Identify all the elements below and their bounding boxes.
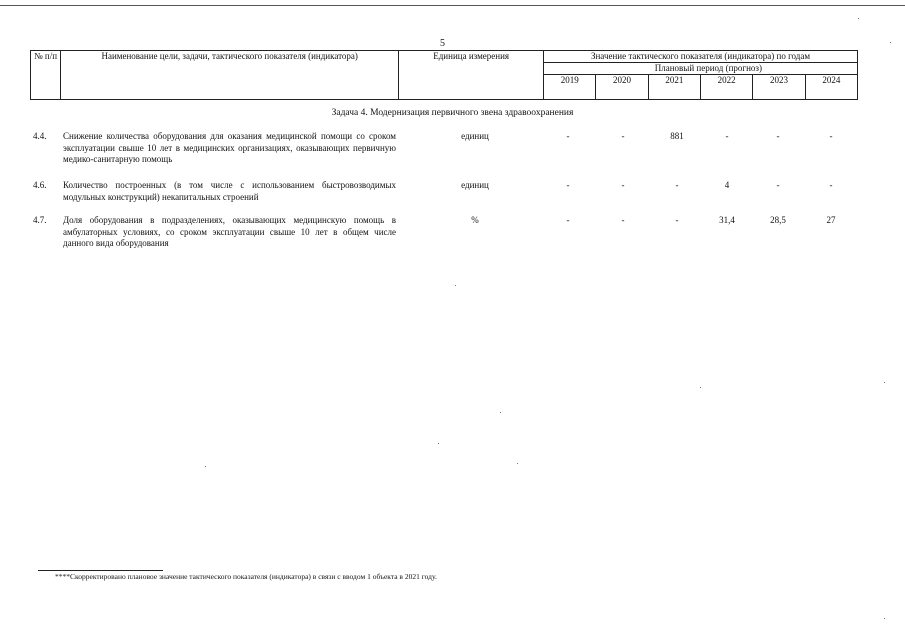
row-value-2024: 27 <box>826 215 836 225</box>
row-name: Количество построенных (в том числе с использованием быстровозводимых модульных конструкций) некапитальных строений <box>63 180 396 202</box>
scan-speck <box>890 42 891 43</box>
header-plan-label: Плановый период (прогноз) <box>654 63 762 73</box>
header-values-label: Значение тактического показателя (индикатора) по годам <box>590 51 811 61</box>
header-num-cell <box>31 51 61 100</box>
scan-speck <box>205 466 206 467</box>
scan-speck <box>517 463 518 464</box>
page-number: 5 <box>440 38 445 49</box>
scan-speck <box>438 443 439 444</box>
row-value-2024: - <box>829 131 833 141</box>
row-value-2021: - <box>675 180 679 190</box>
footnote-rule <box>38 570 163 571</box>
header-unit-cell <box>399 51 544 100</box>
row-value-2023: - <box>776 131 780 141</box>
year-2021: 2021 <box>648 75 700 100</box>
row-name: Доля оборудования в подразделениях, оказывающих медицинскую помощь в амбулаторных условиях, со сроком эксплуатации свыше 10 лет в общем числе данного вида оборудования <box>63 215 396 248</box>
header-values-cell <box>544 51 858 63</box>
row-num: 4.6. <box>33 180 47 190</box>
row-value-2021: - <box>675 215 679 225</box>
row-value-2020: - <box>621 215 625 225</box>
row-value-2021: 881 <box>670 131 684 141</box>
row-value-2024: - <box>829 180 833 190</box>
row-value-2020: - <box>621 180 625 190</box>
scan-speck <box>858 18 859 19</box>
row-value-2023: 28,5 <box>770 215 786 225</box>
scan-speck <box>500 412 501 413</box>
header-name-cell <box>61 51 399 100</box>
row-value-2020: - <box>621 131 625 141</box>
row-value-2019: - <box>566 180 570 190</box>
row-value-2019: - <box>566 131 570 141</box>
scan-speck <box>455 285 456 286</box>
row-unit: % <box>471 215 479 225</box>
row-unit: единиц <box>461 131 489 141</box>
header-plan-cell <box>544 63 858 75</box>
task-title: Задача 4. Модернизация первичного звена здравоохранения <box>331 108 574 118</box>
row-unit: единиц <box>461 180 489 190</box>
scan-speck <box>884 618 885 619</box>
row-value-2022: 31,4 <box>719 215 735 225</box>
row-name: Снижение количества оборудования для оказания медицинской помощи со сроком эксплуатации свыше 10 лет в медицинских организациях, оказывающих первичную медико-санитарную помощь <box>63 131 396 164</box>
year-2022: 2022 <box>701 75 753 100</box>
header-unit-label: Единица измерения <box>433 51 510 61</box>
header-name-label: Наименование цели, задачи, тактического показателя (индикатора) <box>101 51 358 61</box>
scan-speck <box>884 382 885 383</box>
row-value-2022: 4 <box>724 180 730 190</box>
header-table <box>30 50 858 100</box>
year-2019: 2019 <box>544 75 596 100</box>
row-num: 4.4. <box>33 131 47 141</box>
scan-speck <box>700 387 701 388</box>
row-value-2019: - <box>566 215 570 225</box>
year-2020: 2020 <box>596 75 648 100</box>
row-value-2022: - <box>725 131 729 141</box>
year-2024: 2024 <box>805 75 857 100</box>
footnote: ****Скорректировано плановое значение тактического показателя (индикатора) в связи с вводом 1 объекта в 2021 году. <box>55 572 437 581</box>
row-num: 4.7. <box>33 215 47 225</box>
year-2023: 2023 <box>753 75 805 100</box>
header-num-label: № п/п <box>34 51 58 61</box>
row-value-2023: - <box>776 180 780 190</box>
top-border-line <box>0 5 905 6</box>
